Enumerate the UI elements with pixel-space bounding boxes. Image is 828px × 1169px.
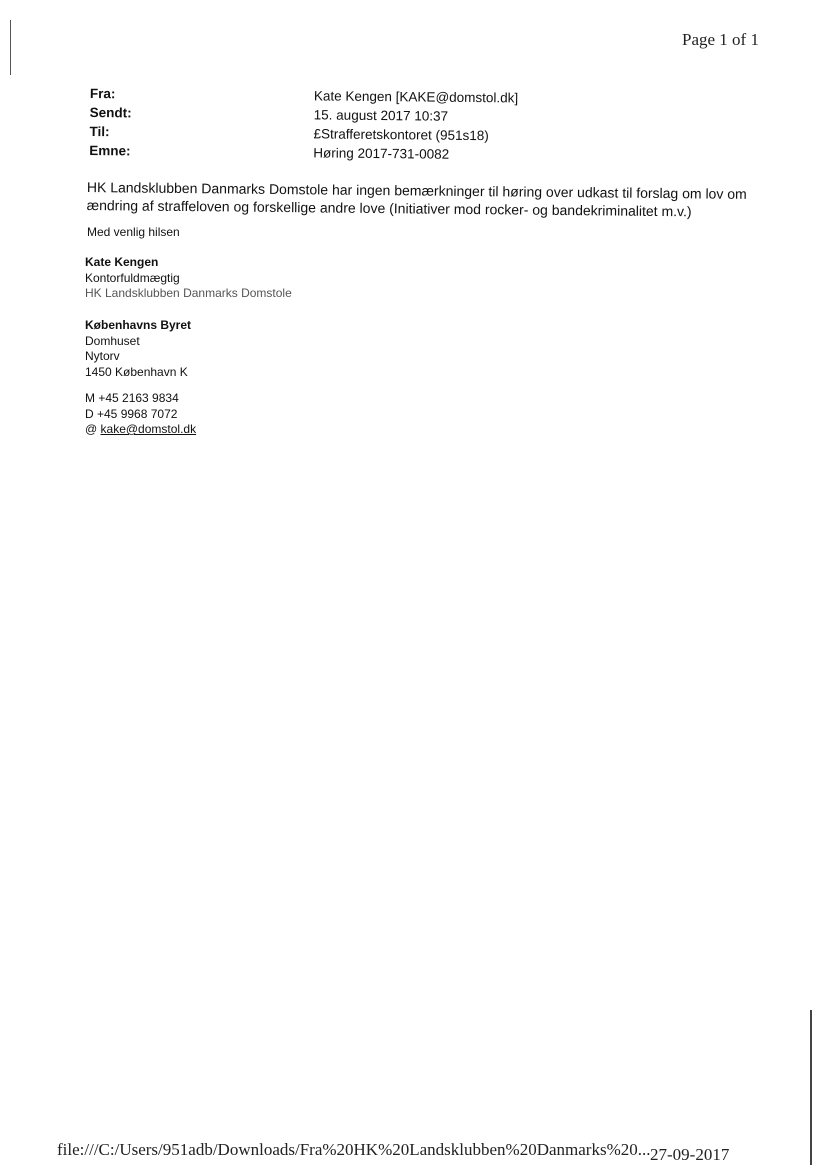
footer-file-path: file:///C:/Users/951adb/Downloads/Fra%20HK%20Landsklubben%20Danmarks%20... bbox=[57, 1140, 651, 1159]
signature-contact bbox=[85, 391, 196, 438]
header-value-from: Kate Kengen [KAKE@domstol.dk] bbox=[313, 88, 519, 106]
signature-name: Kate Kengen bbox=[85, 255, 159, 269]
header-label-from: Fra: bbox=[89, 86, 116, 102]
signature-direct: D +45 9968 7072 bbox=[85, 406, 178, 421]
signature-postal: 1450 København K bbox=[85, 364, 188, 379]
signature-title: Kontorfuldmægtig bbox=[85, 270, 180, 285]
message-body: HK Landsklubben Danmarks Domstole har ingen bemærkninger til høring over udkast til forslag om lov om ændring af straffeloven og forskellige andre love (Initiativer mod rocker- og bandekriminalitet m.v.) bbox=[86, 178, 747, 220]
email-at-icon: @ bbox=[85, 422, 98, 436]
header-label-sent: Sendt: bbox=[89, 104, 132, 121]
signature-email-line bbox=[85, 422, 196, 438]
header-label-subject: Emne: bbox=[89, 142, 131, 159]
signature-address bbox=[85, 318, 191, 380]
header-label-to: Til: bbox=[89, 123, 110, 140]
email-header bbox=[89, 86, 790, 169]
closing-greeting: Med venlig hilsen bbox=[87, 225, 180, 239]
header-value-to: £Strafferetskontoret (951s18) bbox=[313, 126, 489, 144]
signature-building: Domhuset bbox=[85, 333, 140, 348]
footer-date: 27-09-2017 bbox=[650, 1145, 730, 1164]
header-value-subject: Høring 2017-731-0082 bbox=[313, 145, 450, 162]
header-value-sent: 15. august 2017 10:37 bbox=[313, 107, 449, 124]
signature-email-link[interactable]: kake@domstol.dk bbox=[100, 422, 197, 436]
signature-organization: HK Landsklubben Danmarks Domstole bbox=[85, 286, 292, 300]
page-number: Page 1 of 1 bbox=[682, 30, 759, 49]
scan-edge-mark-left bbox=[10, 20, 11, 75]
signature-street: Nytorv bbox=[85, 349, 120, 363]
scan-edge-mark-right bbox=[810, 1010, 812, 1165]
signature-mobile: M +45 2163 9834 bbox=[85, 391, 179, 405]
signature-person bbox=[85, 255, 292, 302]
signature-court: Københavns Byret bbox=[85, 318, 192, 332]
